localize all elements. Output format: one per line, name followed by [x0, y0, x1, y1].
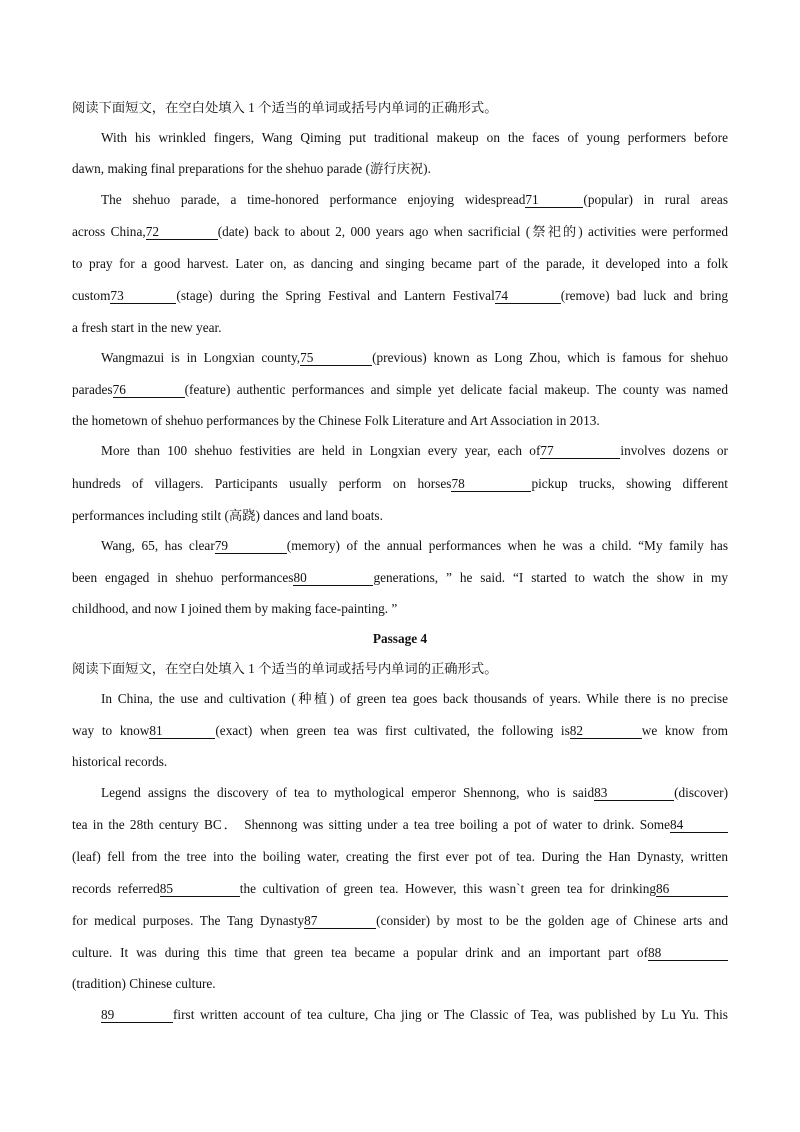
text-segment: hundreds of villagers. Participants usually perform on horses	[72, 476, 452, 491]
paragraph-line: historical records.	[72, 754, 168, 769]
blank-85[interactable]: 85	[160, 881, 240, 897]
paragraph-line	[72, 569, 728, 587]
text-segment: records referred	[72, 881, 160, 896]
paragraph-line	[72, 880, 728, 898]
text-segment: (date) back to about 2, 000 years ago when sacrificial (祭祀的) activities were performed	[217, 224, 729, 239]
text-segment: (popular) in rural areas	[583, 192, 728, 207]
paragraph-line: dawn, making final preparations for the shehuo parade (游行庆祝).	[72, 161, 431, 176]
paragraph-line	[72, 816, 728, 834]
paragraph-line: to pray for a good harvest. Later on, as dancing and singing became part of the parade, it developed into a folk	[72, 256, 728, 271]
text-segment: way to know	[72, 723, 150, 738]
paragraph-line	[101, 442, 728, 460]
paragraph-line: In China, the use and cultivation (种植) of green tea goes back thousands of years. While there is no precise	[101, 691, 728, 706]
text-segment: we know from	[641, 723, 728, 738]
blank-87[interactable]: 87	[304, 913, 376, 929]
text-segment: across China,	[72, 224, 146, 239]
blank-83[interactable]: 83	[594, 785, 674, 801]
blank-71[interactable]: 71	[525, 192, 583, 208]
blank-74[interactable]: 74	[495, 288, 561, 304]
blank-75[interactable]: 75	[300, 350, 372, 366]
blank-76[interactable]: 76	[113, 382, 185, 398]
paragraph-line	[72, 287, 728, 305]
blank-82[interactable]: 82	[570, 723, 642, 739]
blank-80[interactable]: 80	[293, 570, 373, 586]
paragraph-line	[101, 784, 728, 802]
blank-77[interactable]: 77	[540, 443, 620, 459]
text-segment: pickup trucks, showing different	[531, 476, 728, 491]
paragraph-line	[72, 381, 728, 399]
text-segment: tea in the 28th century BC． Shennong was sitting under a tea tree boiling a pot of water to drink. Some	[72, 817, 670, 832]
blank-79[interactable]: 79	[215, 538, 287, 554]
paragraph-line: (tradition) Chinese culture.	[72, 976, 216, 991]
paragraph-line	[101, 191, 728, 209]
paragraph-line	[72, 944, 728, 962]
text-segment: (feature) authentic performances and simple yet delicate facial makeup. The county was named	[184, 382, 728, 397]
text-segment: (exact) when green tea was first cultivated, the following is	[215, 723, 570, 738]
blank-86[interactable]: 86	[656, 881, 728, 897]
text-segment: for medical purposes. The Tang Dynasty	[72, 913, 305, 928]
paragraph-line: With his wrinkled fingers, Wang Qiming put traditional makeup on the faces of young performers before	[101, 130, 728, 145]
paragraph-line	[72, 912, 728, 930]
instruction-text: 阅读下面短文，在空白处填入 1 个适当的单词或括号内单词的正确形式。	[72, 661, 498, 676]
text-segment: Wangmazui is in Longxian county,	[101, 350, 301, 365]
blank-84[interactable]: 84	[670, 817, 728, 833]
text-segment: culture. It was during this time that green tea became a popular drink and an important part of	[72, 945, 648, 960]
text-segment: (remove) bad luck and bring	[560, 288, 729, 303]
text-segment: Legend assigns the discovery of tea to mythological emperor Shennong, who is said	[101, 785, 595, 800]
text-segment: custom	[72, 288, 111, 303]
text-segment: Wang, 65, has clear	[101, 538, 215, 553]
blank-89[interactable]: 89	[101, 1007, 173, 1023]
blank-78[interactable]: 78	[451, 476, 531, 492]
text-segment: (consider) by most to be the golden age of Chinese arts and	[376, 913, 728, 928]
passage-title: Passage 4	[372, 631, 428, 646]
paragraph-line	[72, 223, 728, 241]
text-segment: (stage) during the Spring Festival and Lantern Festival	[176, 288, 495, 303]
paragraph-line: (leaf) fell from the tree into the boiling water, creating the first ever pot of tea. During the Han Dynasty, written	[72, 849, 728, 864]
blank-73[interactable]: 73	[110, 288, 176, 304]
paragraph-line	[101, 537, 728, 555]
paragraph-line	[72, 475, 728, 493]
text-segment: (discover)	[674, 785, 728, 800]
paragraph-line	[101, 1006, 728, 1024]
paragraph-line	[72, 722, 728, 740]
text-segment: (memory) of the annual performances when he was a child. “My family has	[286, 538, 729, 553]
paragraph-line: childhood, and now I joined them by making face-painting. ”	[72, 601, 398, 616]
paragraph-line: a fresh start in the new year.	[72, 320, 222, 335]
text-segment: parades	[72, 382, 113, 397]
paragraph-line: the hometown of shehuo performances by the Chinese Folk Literature and Art Association in 2013.	[72, 413, 600, 428]
paragraph-line	[101, 349, 728, 367]
text-segment: the cultivation of green tea. However, this wasn`t green tea for drinking	[239, 881, 656, 896]
text-segment: The shehuo parade, a time-honored performance enjoying widespread	[101, 192, 526, 207]
text-segment: (previous) known as Long Zhou, which is famous for shehuo	[372, 350, 729, 365]
blank-81[interactable]: 81	[149, 723, 215, 739]
text-segment: generations, ” he said. “I started to watch the show in my	[373, 570, 728, 585]
blank-72[interactable]: 72	[146, 224, 218, 240]
blank-88[interactable]: 88	[648, 945, 728, 961]
paragraph-line: performances including stilt (高跷) dances and land boats.	[72, 508, 383, 523]
text-segment: been engaged in shehuo performances	[72, 570, 294, 585]
text-segment: first written account of tea culture, Cha jing or The Classic of Tea, was published by Lu Yu. This	[173, 1007, 728, 1022]
instruction-text: 阅读下面短文，在空白处填入 1 个适当的单词或括号内单词的正确形式。	[72, 100, 498, 115]
text-segment: involves dozens or	[620, 443, 728, 458]
text-segment: More than 100 shehuo festivities are held in Longxian every year, each of	[101, 443, 541, 458]
